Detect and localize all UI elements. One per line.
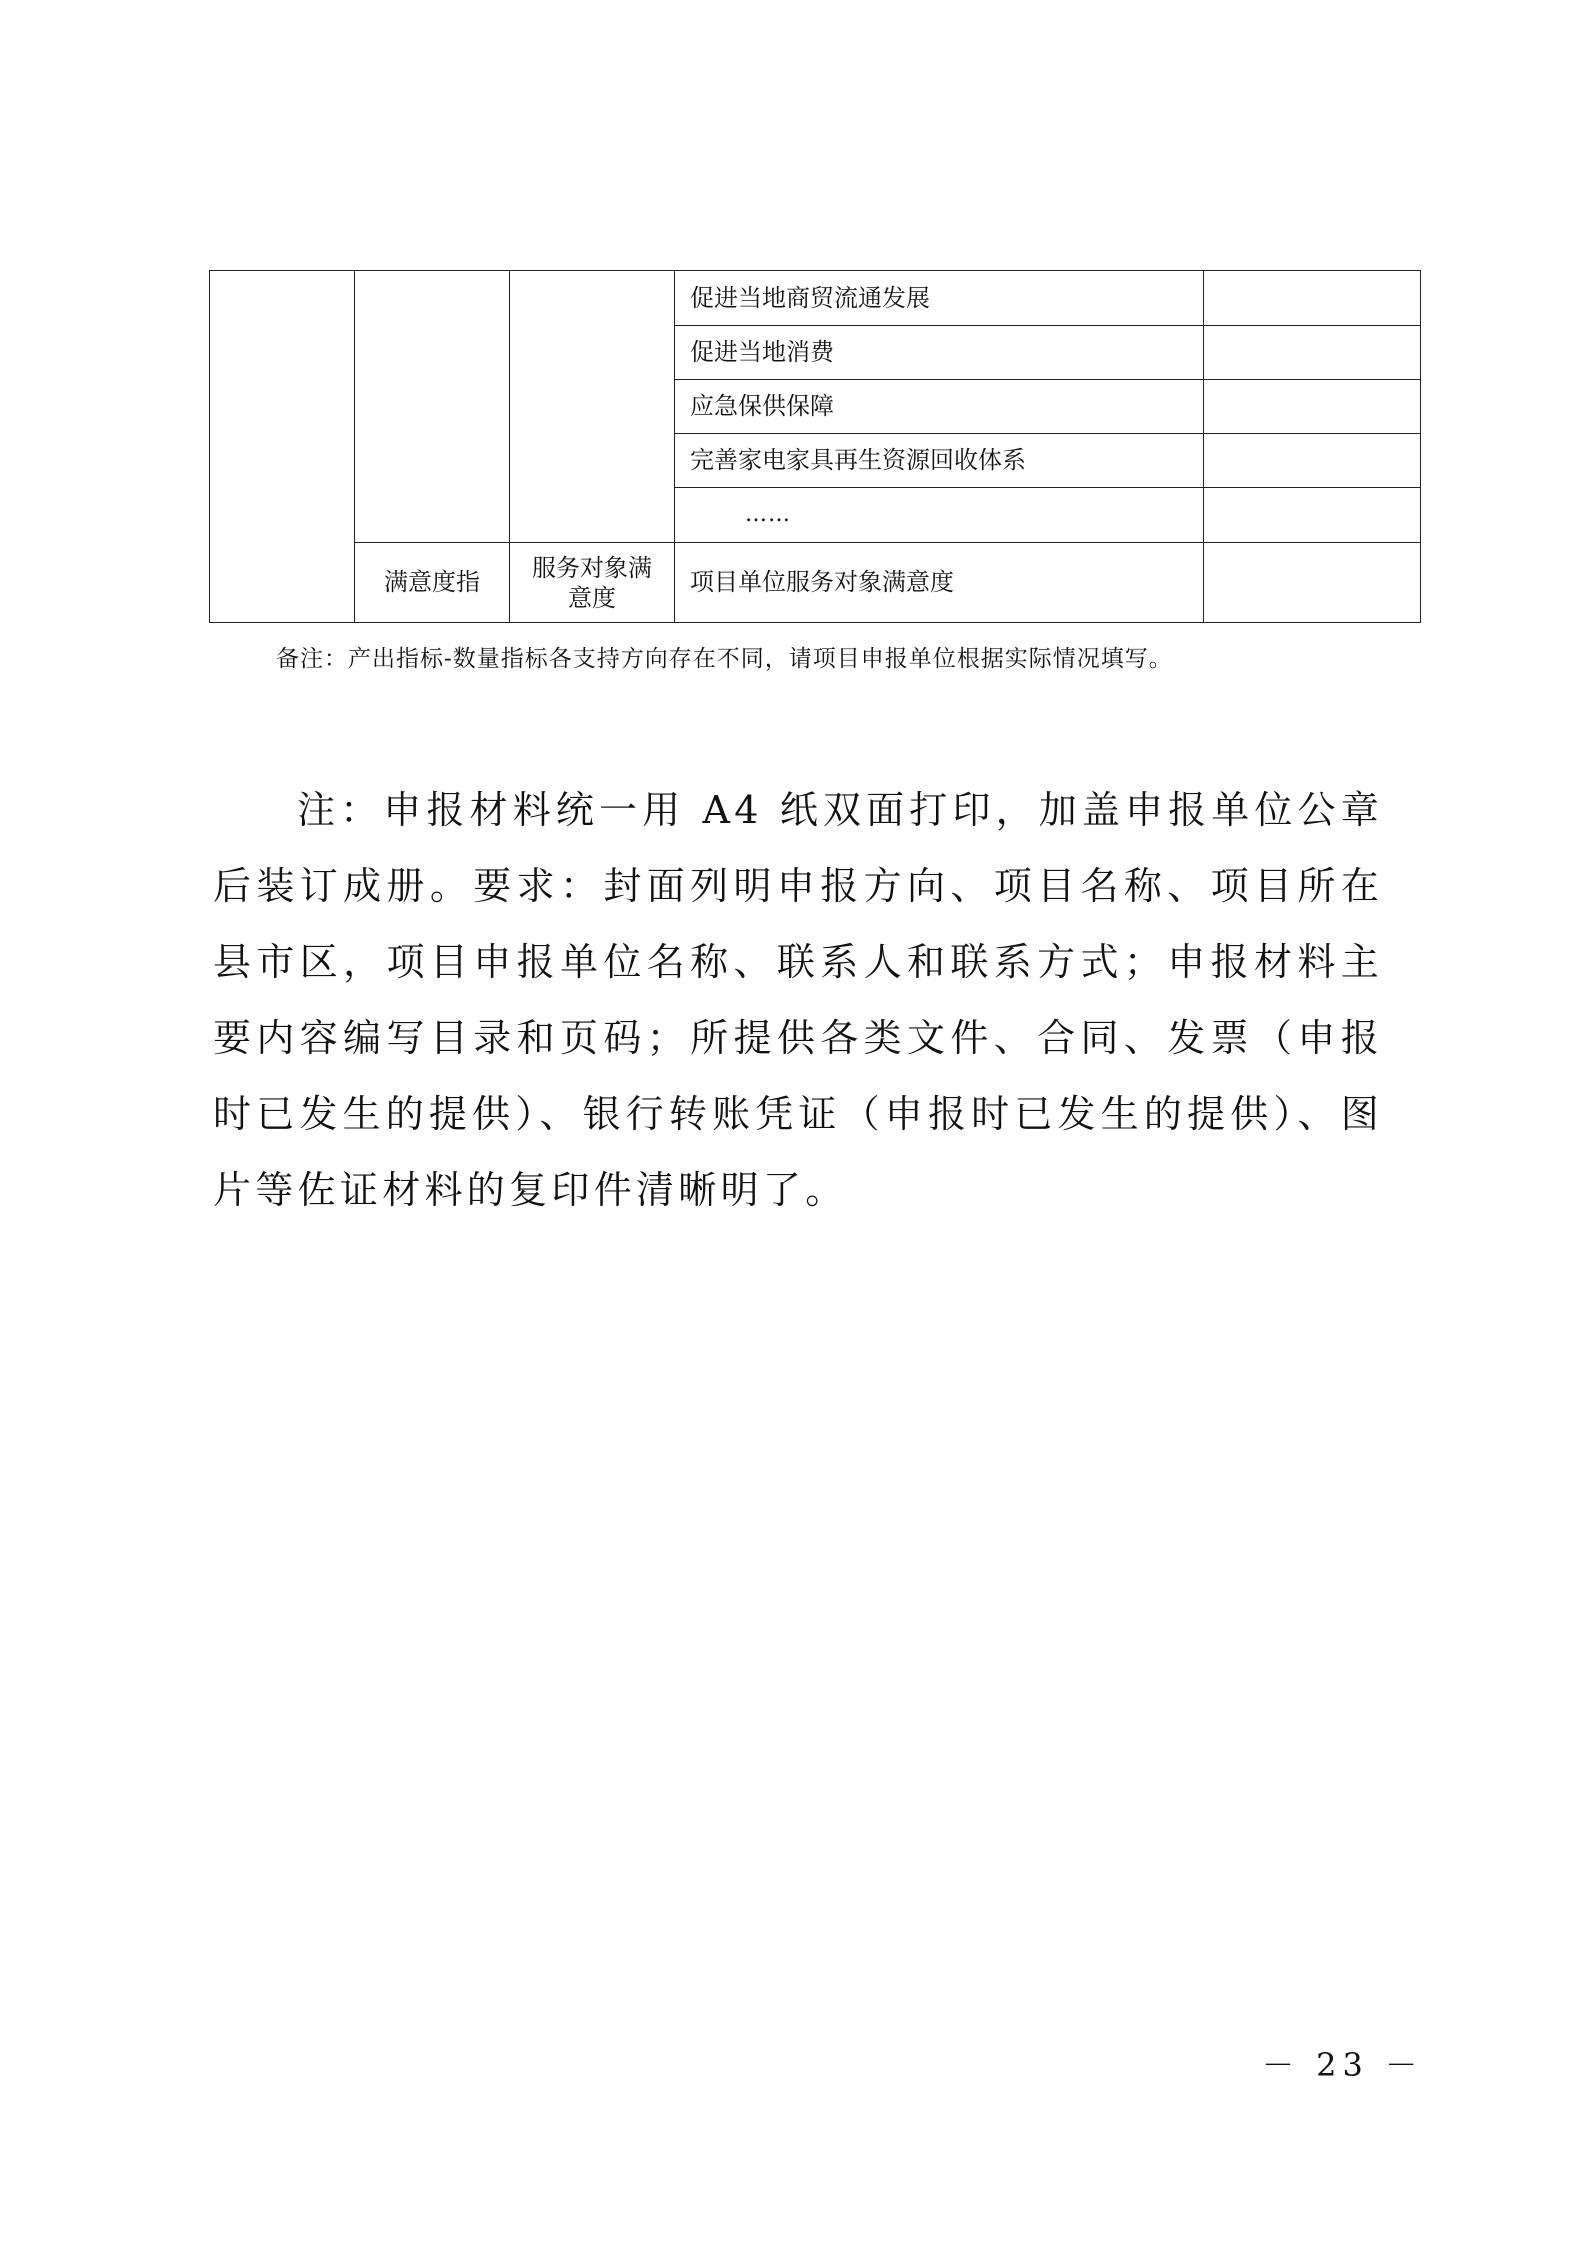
table-cell-item: 促进当地消费 bbox=[675, 326, 1204, 380]
table-cell-sub-indicator bbox=[510, 271, 675, 543]
table-cell-value bbox=[1204, 488, 1421, 543]
performance-indicator-table bbox=[209, 270, 1421, 623]
table-cell-indicator bbox=[355, 271, 510, 543]
table-remark: 备注：产出指标-数量指标各支持方向存在不同，请项目申报单位根据实际情况填写。 bbox=[276, 646, 1173, 672]
note-paragraph: 注：申报材料统一用 A4 纸双面打印，加盖申报单位公章后装订成册。要求：封面列明申报方向、项目名称、项目所在县市区，项目申报单位名称、联系人和联系方式；申报材料主要内容编写目录和页码；所提供各类文件、合同、发票（申报时已发生的提供）、银行转账凭证（申报时已发生的提供）、图片等佐证材料的复印件清晰明了。 bbox=[213, 788, 1383, 1212]
page-number: － 23 － bbox=[1262, 2046, 1424, 2084]
table-cell-value bbox=[1204, 271, 1421, 326]
table-cell-item: 完善家电家具再生资源回收体系 bbox=[675, 434, 1204, 488]
table-cell-value bbox=[1204, 380, 1421, 434]
table-cell-category bbox=[210, 271, 355, 623]
table-cell-item: 应急保供保障 bbox=[675, 380, 1204, 434]
table-cell-item: 促进当地商贸流通发展 bbox=[675, 271, 1204, 326]
table-cell-item: …… bbox=[675, 488, 1204, 543]
sub-indicator-line-2: 意度 bbox=[568, 583, 616, 612]
table-row bbox=[210, 271, 1421, 326]
table-cell-value bbox=[1204, 543, 1421, 623]
table-cell-sub-indicator bbox=[510, 543, 675, 623]
table-cell-value bbox=[1204, 326, 1421, 380]
table-row bbox=[210, 543, 1421, 623]
table-cell-item: 项目单位服务对象满意度 bbox=[675, 543, 1204, 623]
table-cell-indicator: 满意度指 bbox=[355, 543, 510, 623]
table-cell-value bbox=[1204, 434, 1421, 488]
sub-indicator-line-1: 服务对象满 bbox=[532, 553, 652, 582]
